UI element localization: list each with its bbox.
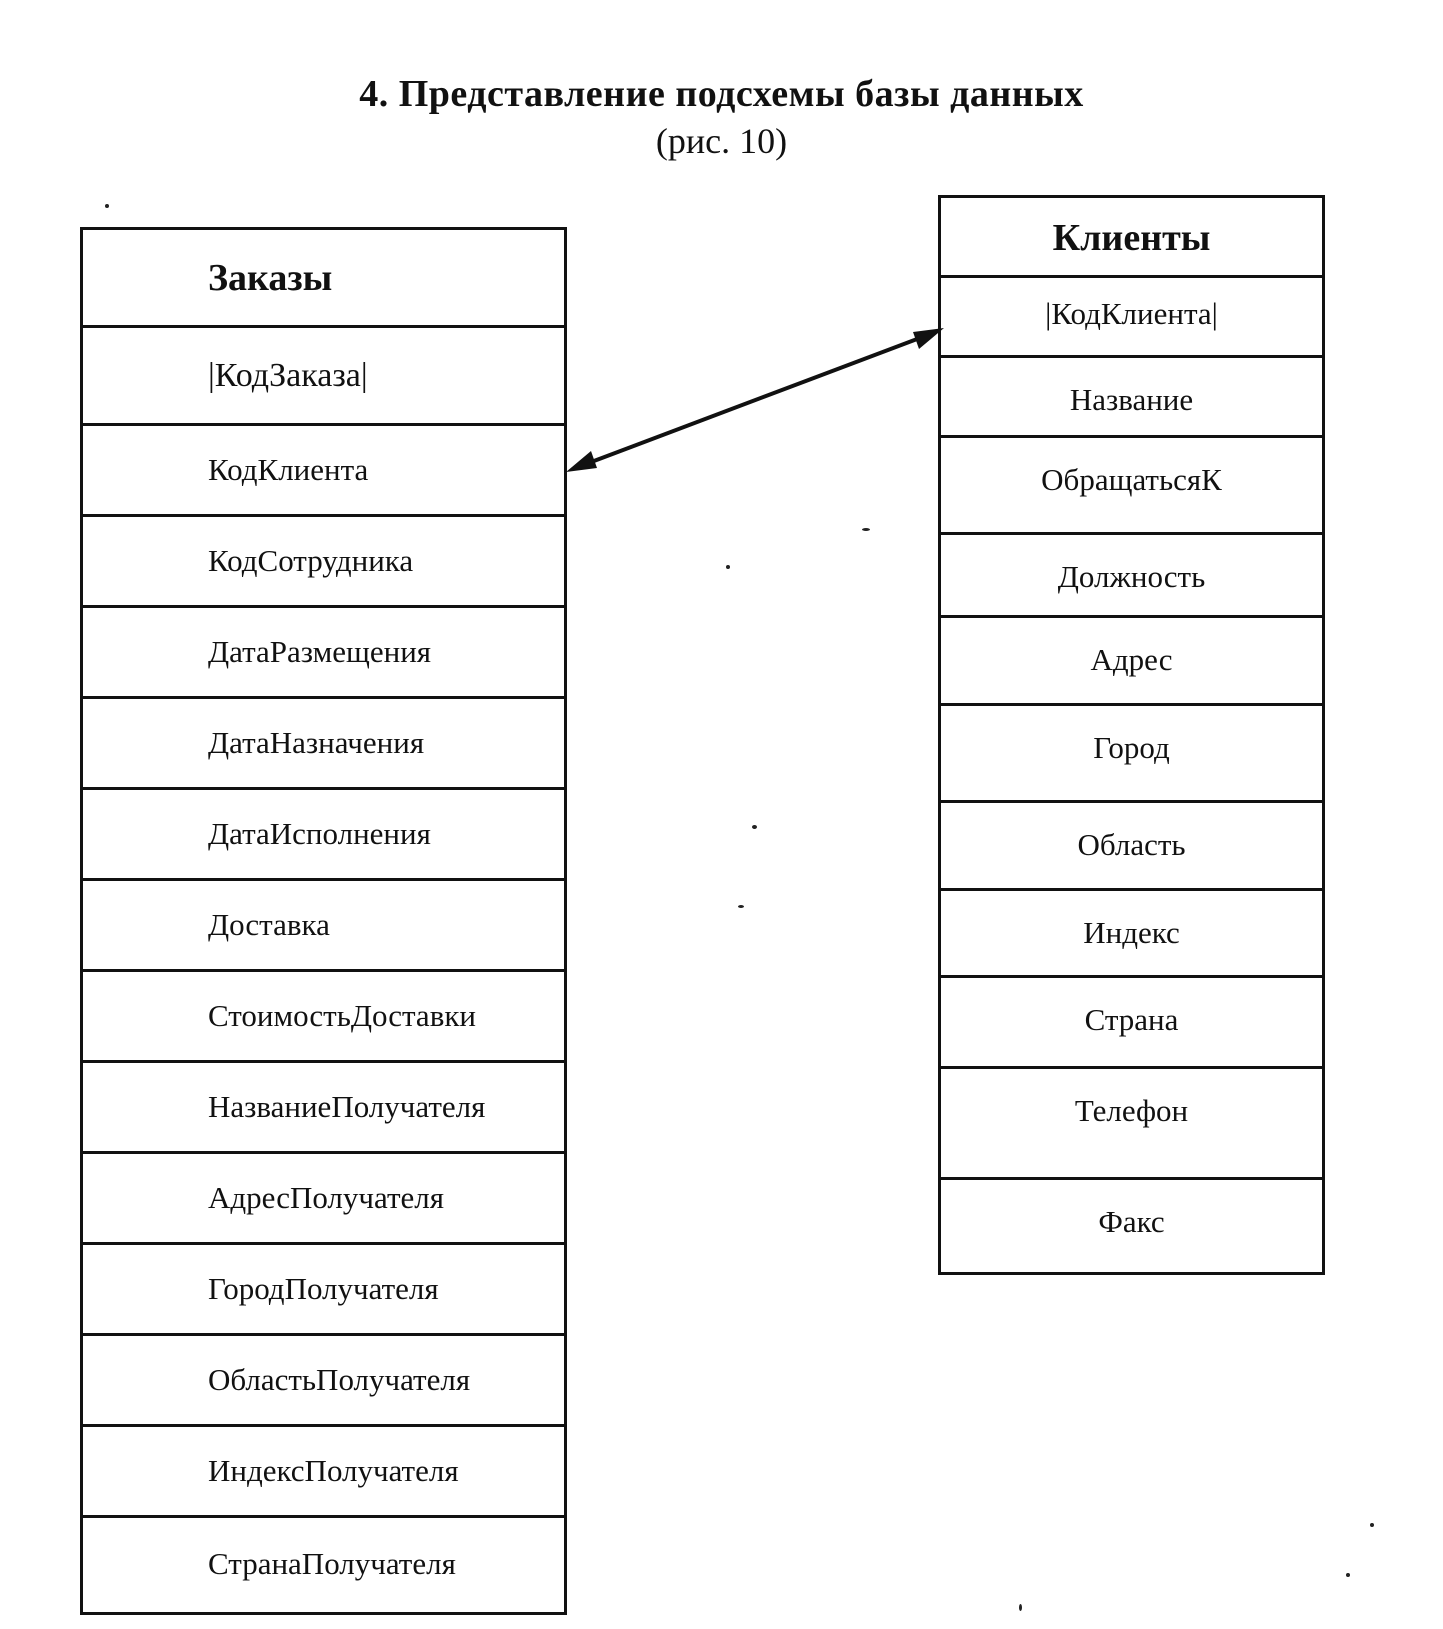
clients-field-company-name: Название — [941, 358, 1322, 438]
scan-speck — [1019, 1604, 1022, 1611]
clients-field-postal-code: Индекс — [941, 891, 1322, 978]
clients-field-region: Область — [941, 803, 1322, 891]
clients-field-fax: Факс — [1098, 1204, 1165, 1239]
orders-field-ship-via: Доставка — [83, 881, 564, 972]
clients-field-address: Адрес — [941, 618, 1322, 706]
arrowhead-to-orders — [566, 451, 597, 472]
arrowhead-to-clients — [913, 328, 944, 349]
scan-speck — [1346, 1573, 1350, 1577]
orders-field-required-date: ДатаНазначения — [83, 699, 564, 790]
scan-speck — [738, 905, 744, 908]
orders-field-ship-name: НазваниеПолучателя — [83, 1063, 564, 1154]
clients-field-contact-title: Должность — [941, 535, 1322, 618]
clients-field-city: Город — [941, 706, 1322, 803]
clients-field-phone: Телефон — [941, 1069, 1322, 1180]
orders-field-client-id: КодКлиента — [83, 426, 564, 517]
orders-field-order-date: ДатаРазмещения — [83, 608, 564, 699]
scan-speck — [726, 565, 730, 569]
orders-field-employee-id: КодСотрудника — [83, 517, 564, 608]
orders-field-ship-postal-code: ИндексПолучателя — [83, 1427, 564, 1518]
scan-speck — [752, 825, 757, 829]
clients-field-contact-name: ОбращатьсяК — [941, 438, 1322, 535]
scan-speck — [1370, 1523, 1374, 1527]
orders-table-header: Заказы — [83, 230, 564, 328]
orders-field-ship-region: ОбластьПолучателя — [83, 1336, 564, 1427]
scan-speck — [862, 528, 870, 531]
orders-field-shipped-date: ДатаИсполнения — [83, 790, 564, 881]
orders-field-order-id: |КодЗаказа| — [83, 328, 564, 426]
orders-field-ship-city: ГородПолучателя — [83, 1245, 564, 1336]
relationship-line — [578, 333, 933, 467]
orders-field-ship-country: СтранаПолучателя — [208, 1545, 456, 1581]
clients-field-country: Страна — [941, 978, 1322, 1069]
scan-speck — [105, 204, 109, 208]
clients-table-header: Клиенты — [941, 198, 1322, 278]
orders-field-freight: СтоимостьДоставки — [83, 972, 564, 1063]
diagram-title: 4. Представление подсхемы базы данных — [359, 73, 1084, 115]
figure-reference: (рис. 10) — [655, 121, 788, 161]
clients-field-client-id: |КодКлиента| — [941, 278, 1322, 358]
orders-field-ship-address: АдресПолучателя — [83, 1154, 564, 1245]
